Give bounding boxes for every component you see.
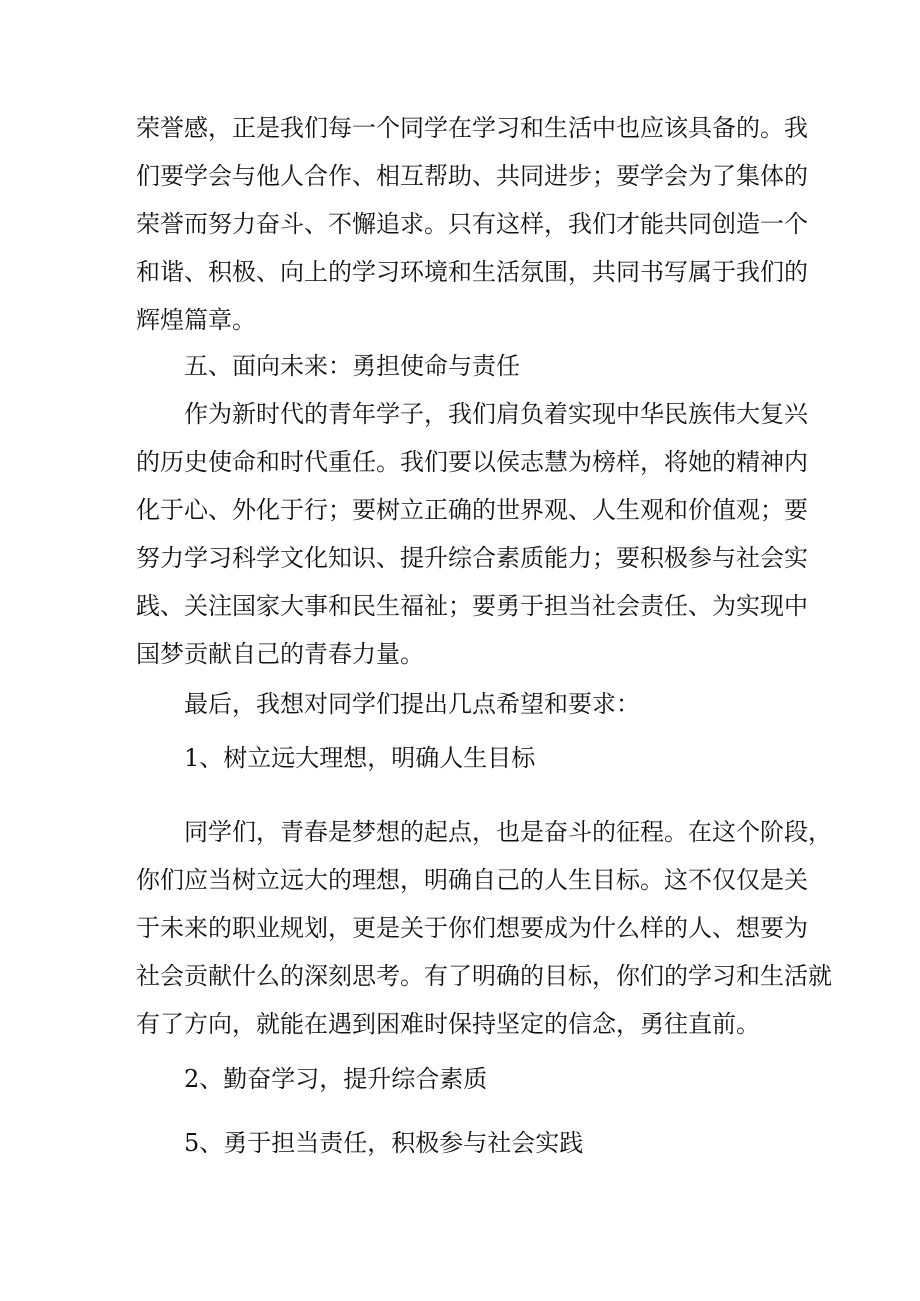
- paragraph-line: [0, 204, 920, 244]
- list-item-heading-line: [0, 1059, 920, 1099]
- section-heading: 五、面向未来：勇担使命与责任: [184, 352, 520, 380]
- section-heading-line: [0, 346, 920, 386]
- paragraph-line: [0, 538, 920, 578]
- paragraph-line: [0, 812, 920, 852]
- paragraph-text: 和谐、积极、向上的学习环境和生活氛围，共同书写属于我们的: [136, 258, 808, 286]
- paragraph-text: 国梦贡献自己的青春力量。: [136, 640, 424, 668]
- paragraph-text: 有了方向，就能在遇到困难时保持坚定的信念，勇往直前。: [136, 1010, 760, 1038]
- paragraph-line: [0, 394, 920, 434]
- paragraph-line: [0, 108, 920, 148]
- item-heading-1: 1、树立远大理想，明确人生目标: [184, 744, 536, 772]
- list-item-heading-line: [0, 1123, 920, 1163]
- list-item-heading-line: [0, 738, 920, 778]
- intro-text: 最后，我想对同学们提出几点希望和要求：: [184, 690, 640, 718]
- paragraph-line: [0, 634, 920, 674]
- paragraph-text: 努力学习科学文化知识、提升综合素质能力；要积极参与社会实: [136, 544, 808, 572]
- paragraph-line: [0, 442, 920, 482]
- paragraph-text: 的历史使命和时代重任。我们要以侯志慧为榜样，将她的精神内: [136, 448, 808, 476]
- paragraph-line: [0, 490, 920, 530]
- item-heading-5: 5、勇于担当责任，积极参与社会实践: [184, 1129, 584, 1157]
- paragraph-text: 作为新时代的青年学子，我们肩负着实现中华民族伟大复兴: [184, 400, 808, 428]
- paragraph-line: [0, 684, 920, 724]
- paragraph-line: [0, 156, 920, 196]
- paragraph-line: [0, 1004, 920, 1044]
- paragraph-text: 践、关注国家大事和民生福祉；要勇于担当社会责任、为实现中: [136, 592, 808, 620]
- paragraph-line: [0, 586, 920, 626]
- paragraph-text: 于未来的职业规划，更是关于你们想要成为什么样的人、想要为: [136, 914, 808, 942]
- paragraph-text: 化于心、外化于行；要树立正确的世界观、人生观和价值观；要: [136, 496, 808, 524]
- paragraph-text: 你们应当树立远大的理想，明确自己的人生目标。这不仅仅是关: [136, 866, 808, 894]
- paragraph-text: 社会贡献什么的深刻思考。有了明确的目标，你们的学习和生活就: [136, 962, 832, 990]
- paragraph-text: 同学们，青春是梦想的起点，也是奋斗的征程。在这个阶段，: [184, 818, 832, 846]
- paragraph-line: [0, 908, 920, 948]
- paragraph-line: [0, 860, 920, 900]
- item-heading-2: 2、勤奋学习，提升综合素质: [184, 1065, 488, 1093]
- paragraph-line: [0, 956, 920, 996]
- paragraph-text: 荣誉而努力奋斗、不懈追求。只有这样，我们才能共同创造一个: [136, 210, 808, 238]
- paragraph-text: 荣誉感，正是我们每一个同学在学习和生活中也应该具备的。我: [136, 114, 808, 142]
- paragraph-line: [0, 252, 920, 292]
- paragraph-text: 们要学会与他人合作、相互帮助、共同进步；要学会为了集体的: [136, 162, 808, 190]
- paragraph-text: 辉煌篇章。: [136, 306, 256, 334]
- paragraph-line: [0, 300, 920, 340]
